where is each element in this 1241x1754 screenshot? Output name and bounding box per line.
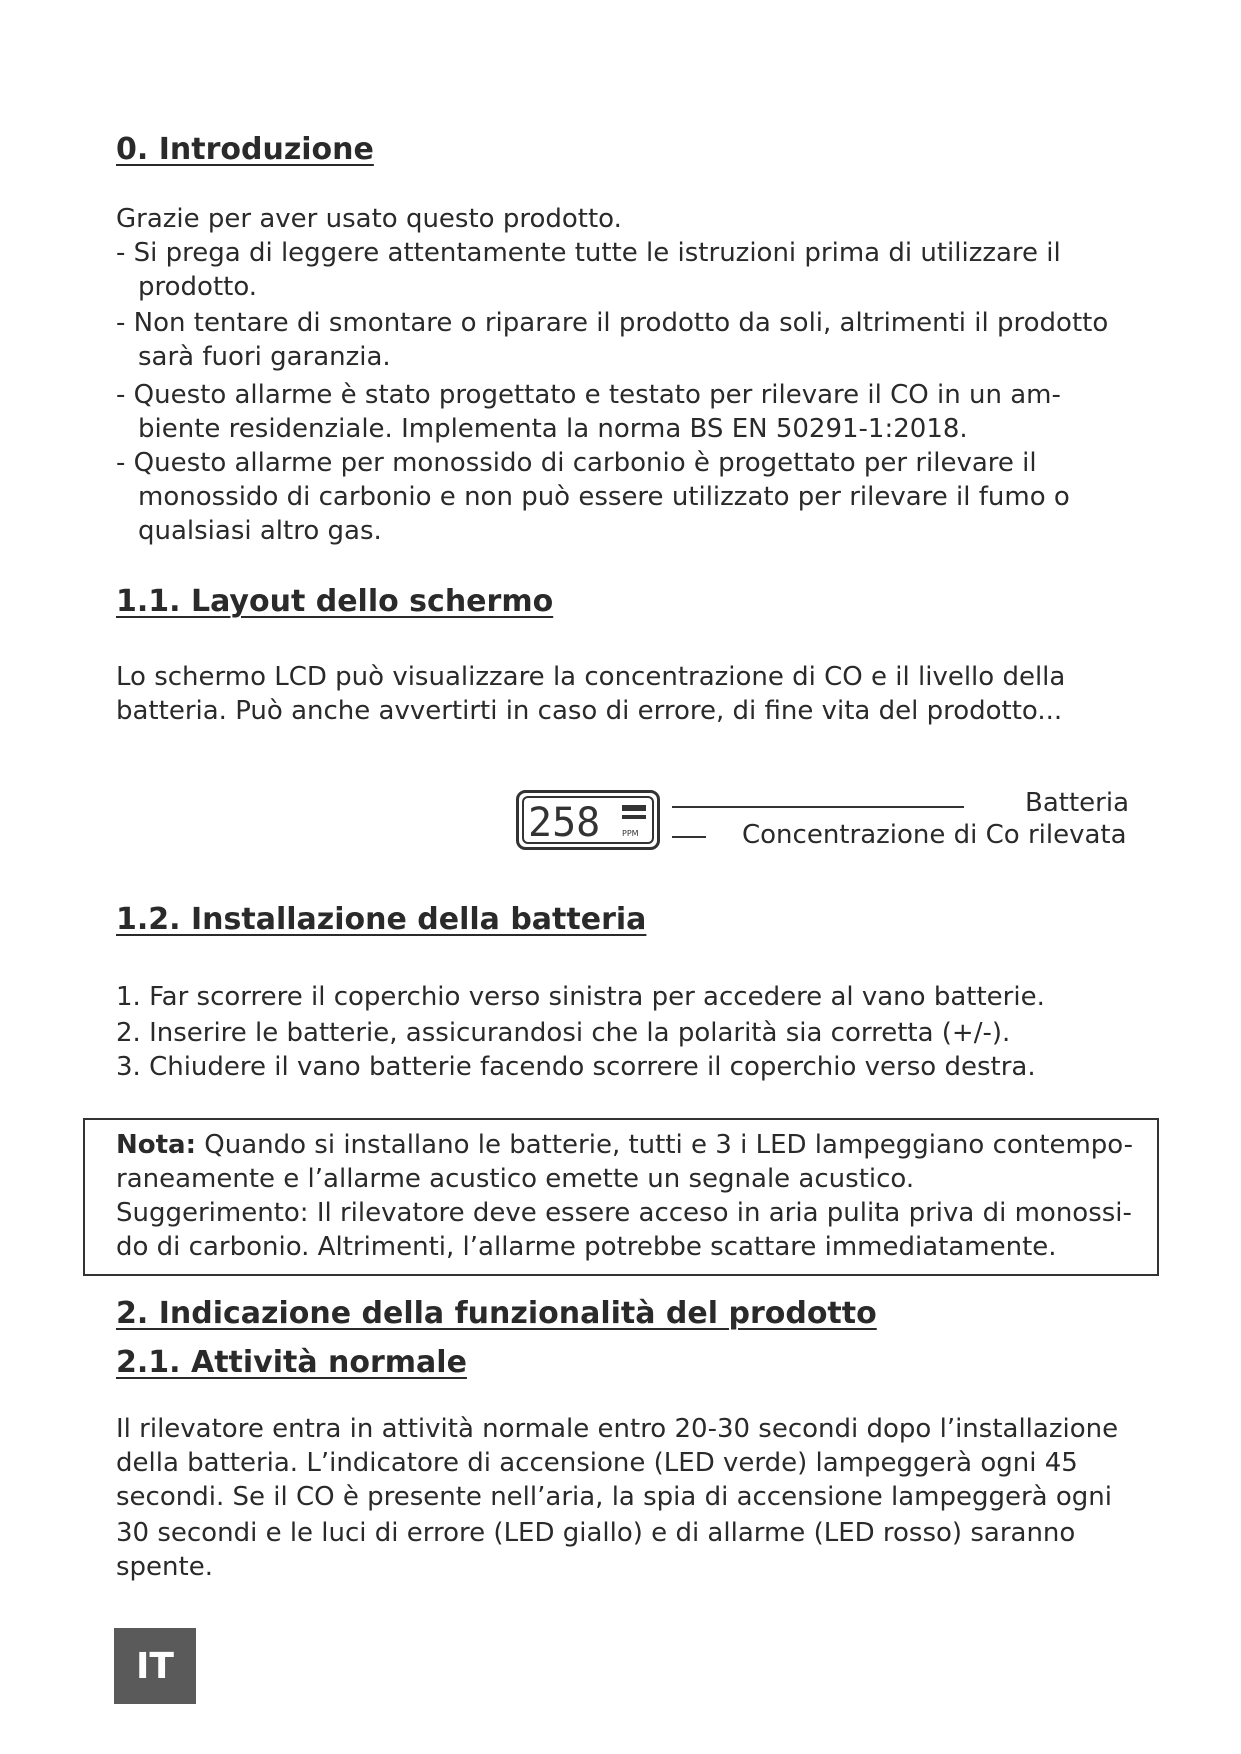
battery-leader-line: [672, 806, 964, 808]
battery-step: 3. Chiudere il vano batterie facendo scorrere il coperchio verso destra.: [116, 1052, 1036, 1082]
normal-activity-line: della batteria. L’indicatore di accensione (LED verde) lampeggerà ogni 45: [116, 1448, 1078, 1478]
intro-bullet-line: monossido di carbonio e non può essere utilizzato per rilevare il fumo o: [138, 482, 1070, 512]
lcd-reading: 258: [528, 800, 601, 846]
normal-activity-line: Il rilevatore entra in attività normale entro 20-30 secondi dopo l’installazione: [116, 1414, 1119, 1444]
lcd-unit: PPM: [622, 829, 639, 838]
intro-bullet-line: prodotto.: [138, 272, 258, 302]
language-tab: IT: [114, 1628, 196, 1704]
intro-bullet: [116, 306, 1108, 374]
note-line: do di carbonio. Altrimenti, l’allarme potrebbe scattare immediatamente.: [116, 1232, 1057, 1262]
concentration-leader-line: [672, 836, 706, 838]
intro-bullet-line: - Non tentare di smontare o riparare il prodotto da soli, altrimenti il prodotto: [116, 308, 1109, 338]
lcd-battery-bar-2: [622, 815, 646, 819]
note-text: Quando si installano le batterie, tutti e 3 i LED lampeggiano contempo-: [196, 1130, 1134, 1160]
intro-bullet-line: - Si prega di leggere attentamente tutte le istruzioni prima di utilizzare il: [116, 238, 1061, 268]
intro-bullet-line: - Questo allarme è stato progettato e testato per rilevare il CO in un am-: [116, 380, 1061, 410]
intro-bullet-line: qualsiasi altro gas.: [138, 516, 382, 546]
normal-activity-line: spente.: [116, 1552, 213, 1582]
lcd-display-illustration: [516, 790, 660, 850]
battery-label: Batteria: [1025, 788, 1129, 818]
screen-paragraph-line: batteria. Può anche avvertirti in caso di errore, di fine vita del prodotto...: [116, 696, 1063, 726]
concentration-label: Concentrazione di Co rilevata: [742, 820, 1127, 850]
heading-screen-layout: 1.1. Layout dello schermo: [116, 584, 554, 619]
intro-thanks: Grazie per aver usato questo prodotto.: [116, 204, 622, 234]
note-label: Nota:: [116, 1130, 196, 1160]
heading-battery-installation: 1.2. Installazione della batteria: [116, 902, 647, 937]
intro-bullet-line: sarà fuori garanzia.: [138, 342, 391, 372]
note-line: raneamente e l’allarme acustico emette un segnale acustico.: [116, 1164, 915, 1194]
heading-introduction: 0. Introduzione: [116, 132, 374, 167]
note-line: Suggerimento: Il rilevatore deve essere acceso in aria pulita priva di monossi-: [116, 1198, 1132, 1228]
heading-normal-activity: 2.1. Attività normale: [116, 1345, 467, 1380]
intro-bullet-line: biente residenziale. Implementa la norma BS EN 50291-1:2018.: [138, 414, 968, 444]
heading-product-function: 2. Indicazione della funzionalità del prodotto: [116, 1296, 877, 1331]
note-box: [83, 1118, 1159, 1276]
normal-activity-line: secondi. Se il CO è presente nell’aria, la spia di accensione lampeggerà ogni: [116, 1482, 1112, 1512]
normal-activity-line: 30 secondi e le luci di errore (LED giallo) e di allarme (LED rosso) saranno: [116, 1518, 1076, 1548]
intro-bullet-line: - Questo allarme per monossido di carbonio è progettato per rilevare il: [116, 448, 1037, 478]
intro-bullet: [116, 446, 1070, 548]
intro-bullet: [116, 236, 1061, 304]
lcd-battery-bar: [622, 805, 646, 811]
battery-step: 2. Inserire le batterie, assicurandosi che la polarità sia corretta (+/-).: [116, 1018, 1011, 1048]
battery-step: 1. Far scorrere il coperchio verso sinistra per accedere al vano batterie.: [116, 982, 1045, 1012]
intro-bullet: [116, 378, 1061, 446]
screen-paragraph-line: Lo schermo LCD può visualizzare la concentrazione di CO e il livello della: [116, 662, 1066, 692]
note-line: [116, 1128, 1133, 1162]
